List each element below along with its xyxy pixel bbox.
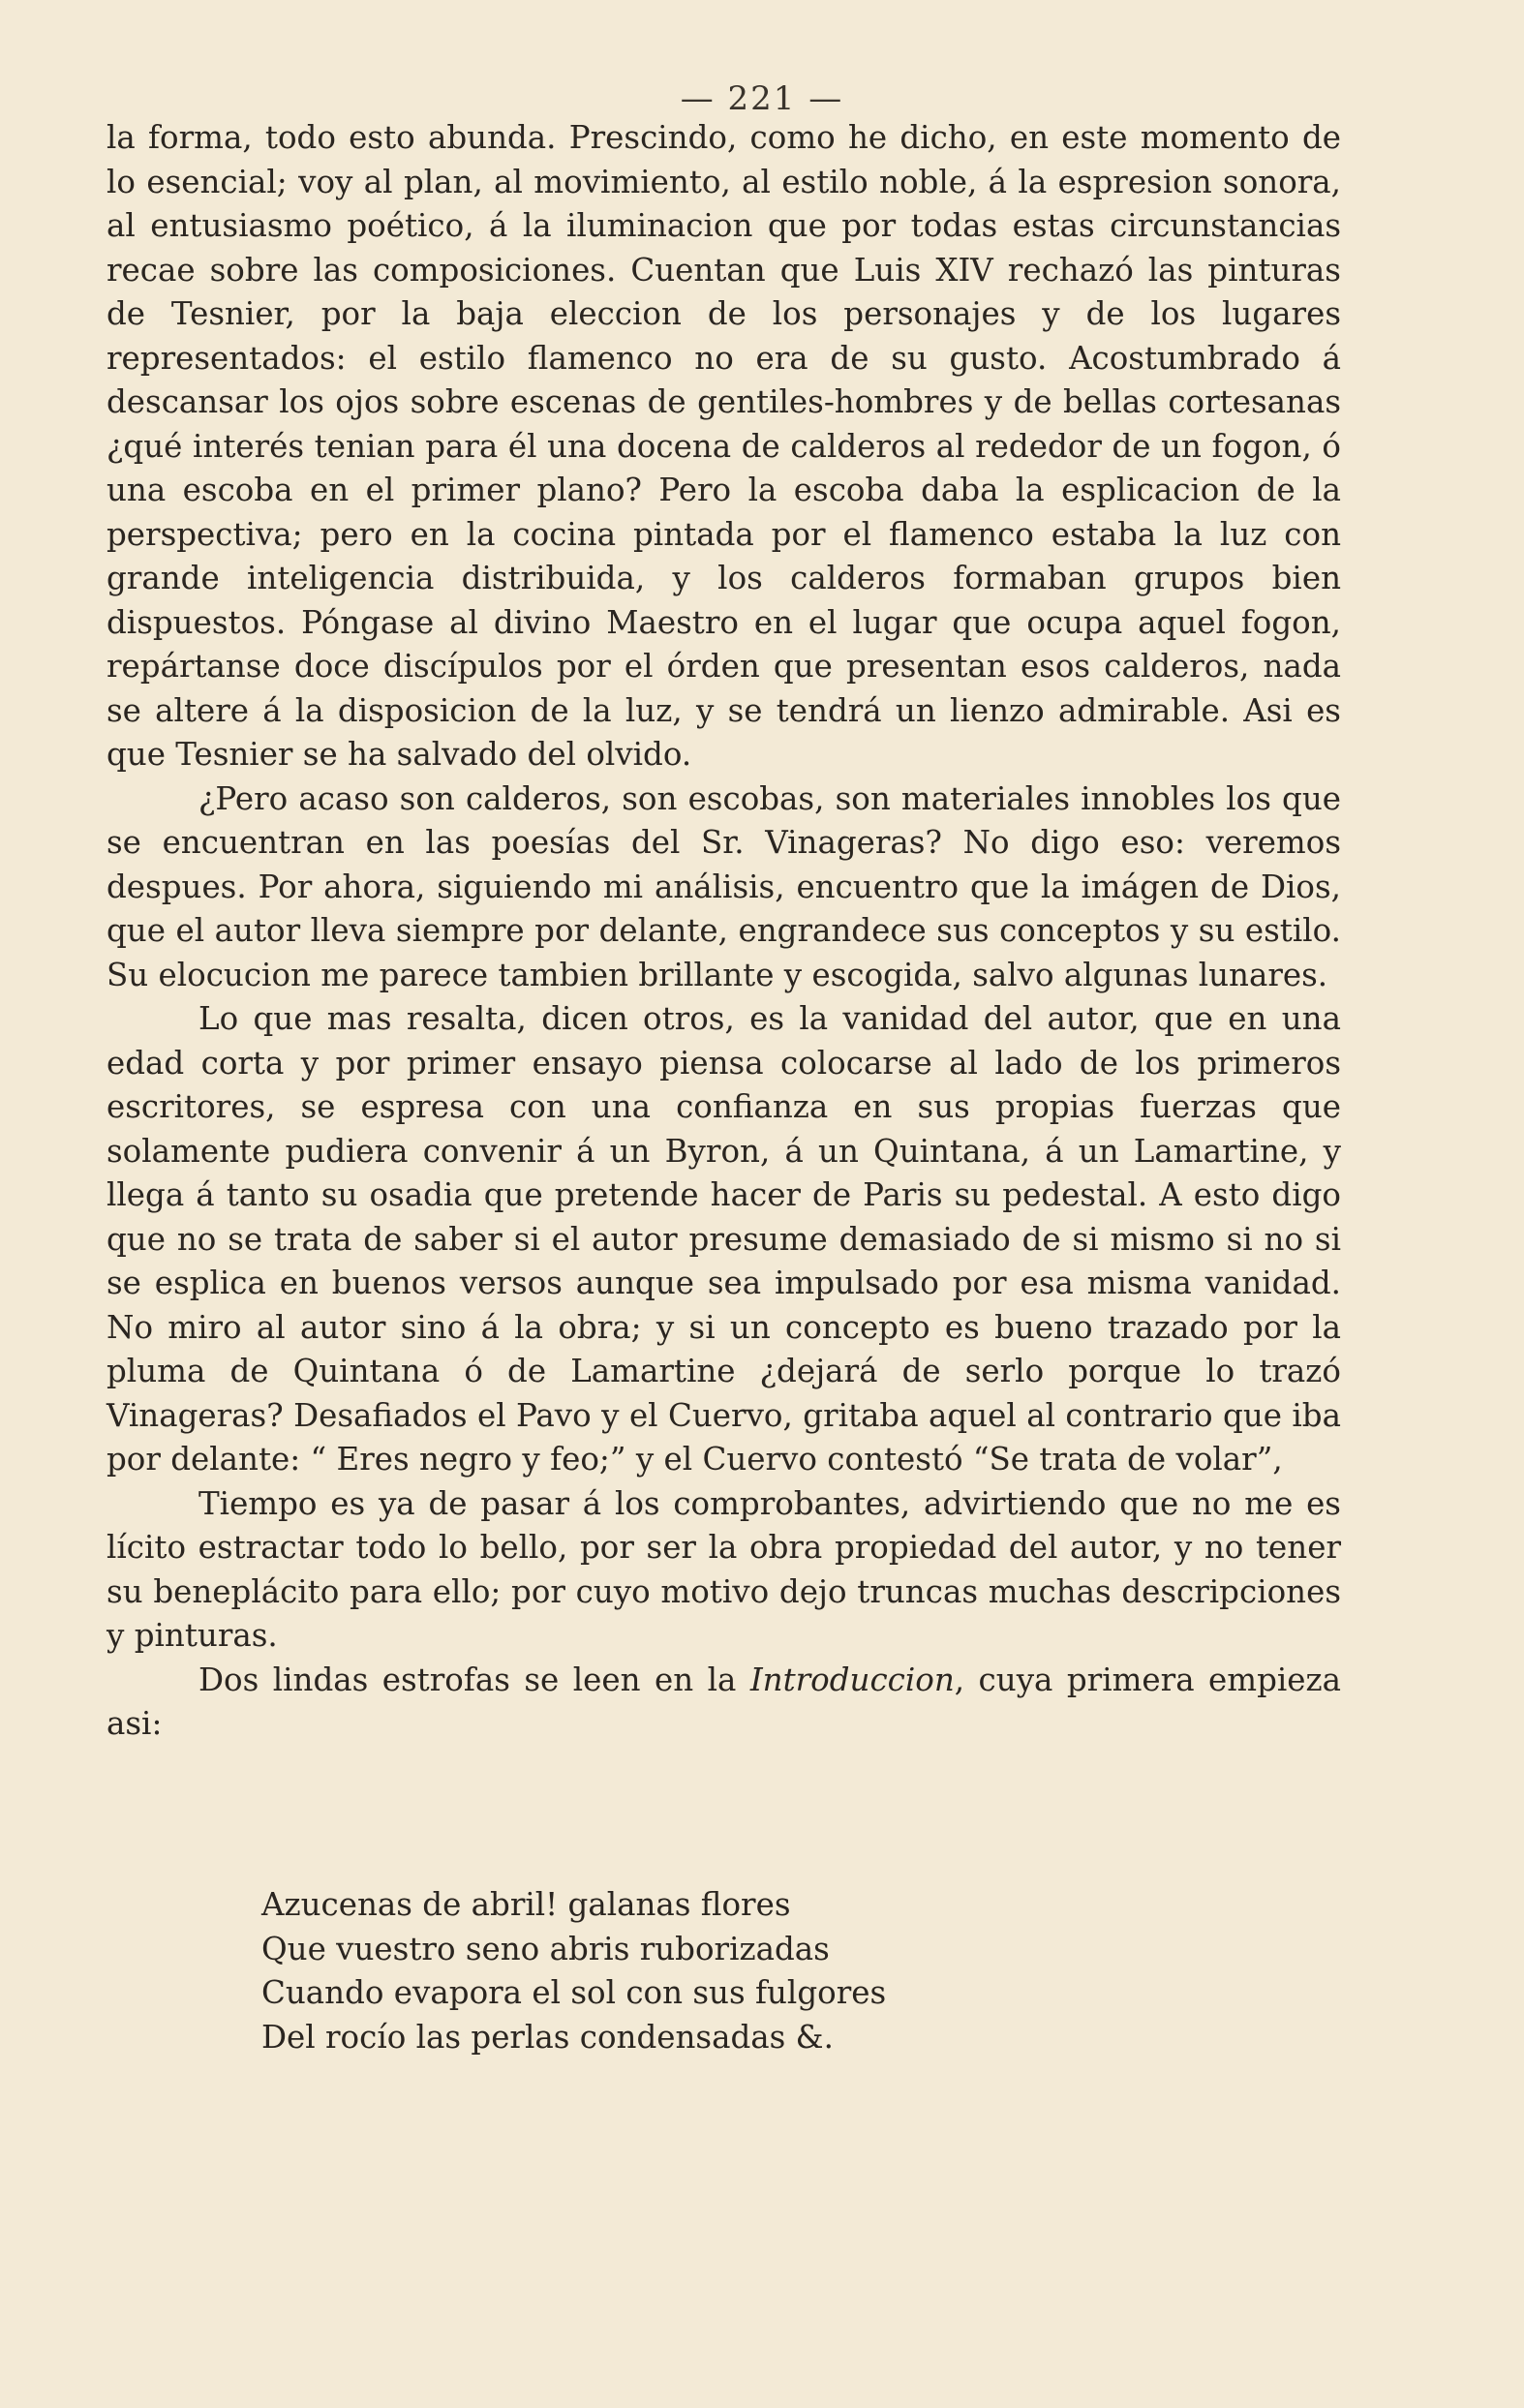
verse-line: Cuando evapora el sol con sus fulgores: [261, 1974, 887, 2011]
paragraph-3: Lo que mas resalta, dicen otros, es la vanidad del autor, que en una edad corta y por primer ensayo piensa colocarse al lado de los primeros escritores, se espresa con una confianza en sus propias fuerzas que solamente pudiera convenir á un Byron, á un Quintana, á un Lamartine, y llega á tanto su osadia que pretende hacer de Paris su pedestal. A esto digo que no se trata de saber si el autor presume demasiado de si mismo si no si se esplica en buenos versos aunque sea impulsado por esa misma vanidad. No miro al autor sino á la obra; y si un concepto es bueno trazado por la pluma de Quintana ó de Lamartine ¿dejará de serlo porque lo trazó Vinageras? Desafiados el Pavo y el Cuervo, gritaba aquel al contrario que iba por delante: “ Eres negro y feo;” y el Cuervo contestó “Se trata de volar”,: [107, 1000, 1341, 1478]
paragraph-4: Tiempo es ya de pasar á los comprobantes, advirtiendo que no me es lícito estractar todo lo bello, por ser la obra propiedad del autor, y no tener su beneplácito para ello; por cuyo motivo dejo truncas muchas descripciones y pinturas.: [107, 1484, 1341, 1654]
paragraph-5-italic-title: Introduccion: [749, 1661, 955, 1698]
paragraph-5: [107, 1659, 1341, 1747]
verse-block: [261, 1883, 1133, 2059]
verse-line: Azucenas de abril! galanas flores: [261, 1886, 791, 1923]
paragraph-5-text-after: , cuya primera empieza asi:: [107, 1661, 1342, 1742]
verse-line: Del rocío las perlas condensadas &.: [261, 2018, 834, 2056]
paragraph-2: ¿Pero acaso son calderos, son escobas, son materiales innobles los que se encuentran en las poesías del Sr. Vinageras? No digo eso: veremos despues. Por ahora, siguiendo mi análisis, encuentro que la imágen de Dios, que el autor lleva siempre por delante, engrandece sus conceptos y su estilo. Su elocucion me parece tambien brillante y escogida, salvo algunas lunares.: [107, 779, 1341, 993]
paragraph-1: la forma, todo esto abunda. Prescindo, como he dicho, en este momento de lo esencial; voy al plan, al movimiento, al estilo noble, á la espresion sonora, al entusiasmo poético, á la iluminacion que por todas estas circunstancias recae sobre las composiciones. Cuentan que Luis XIV rechazó las pinturas de Tesnier, por la baja eleccion de los personajes y de los lugares representados: el estilo flamenco no era de su gusto. Acostumbrado á descansar los ojos sobre escenas de gentiles-hombres y de bellas cortesanas ¿qué interés tenian para él una docena de calderos al rededor de un fogon, ó una escoba en el primer plano? Pero la escoba daba la esplicacion de la perspectiva; pero en la cocina pintada por el flamenco estaba la luz con grande inteligencia distribuida, y los calderos formaban grupos bien dispuestos. Póngase al divino Maestro en el lugar que ocupa aquel fogon, repártanse doce discípulos por el órden que presentan esos calderos, nada se altere á la disposicion de la luz, y se tendrá un lienzo admirable. Asi es que Tesnier se ha salvado del olvido.: [107, 119, 1341, 773]
page-number: — 221 —: [680, 79, 844, 118]
body-text: [107, 116, 1341, 1747]
paragraph-5-text-before: Dos lindas estrofas se leen en la: [198, 1661, 750, 1698]
verse-line: Que vuestro seno abris ruborizadas: [261, 1930, 830, 1967]
